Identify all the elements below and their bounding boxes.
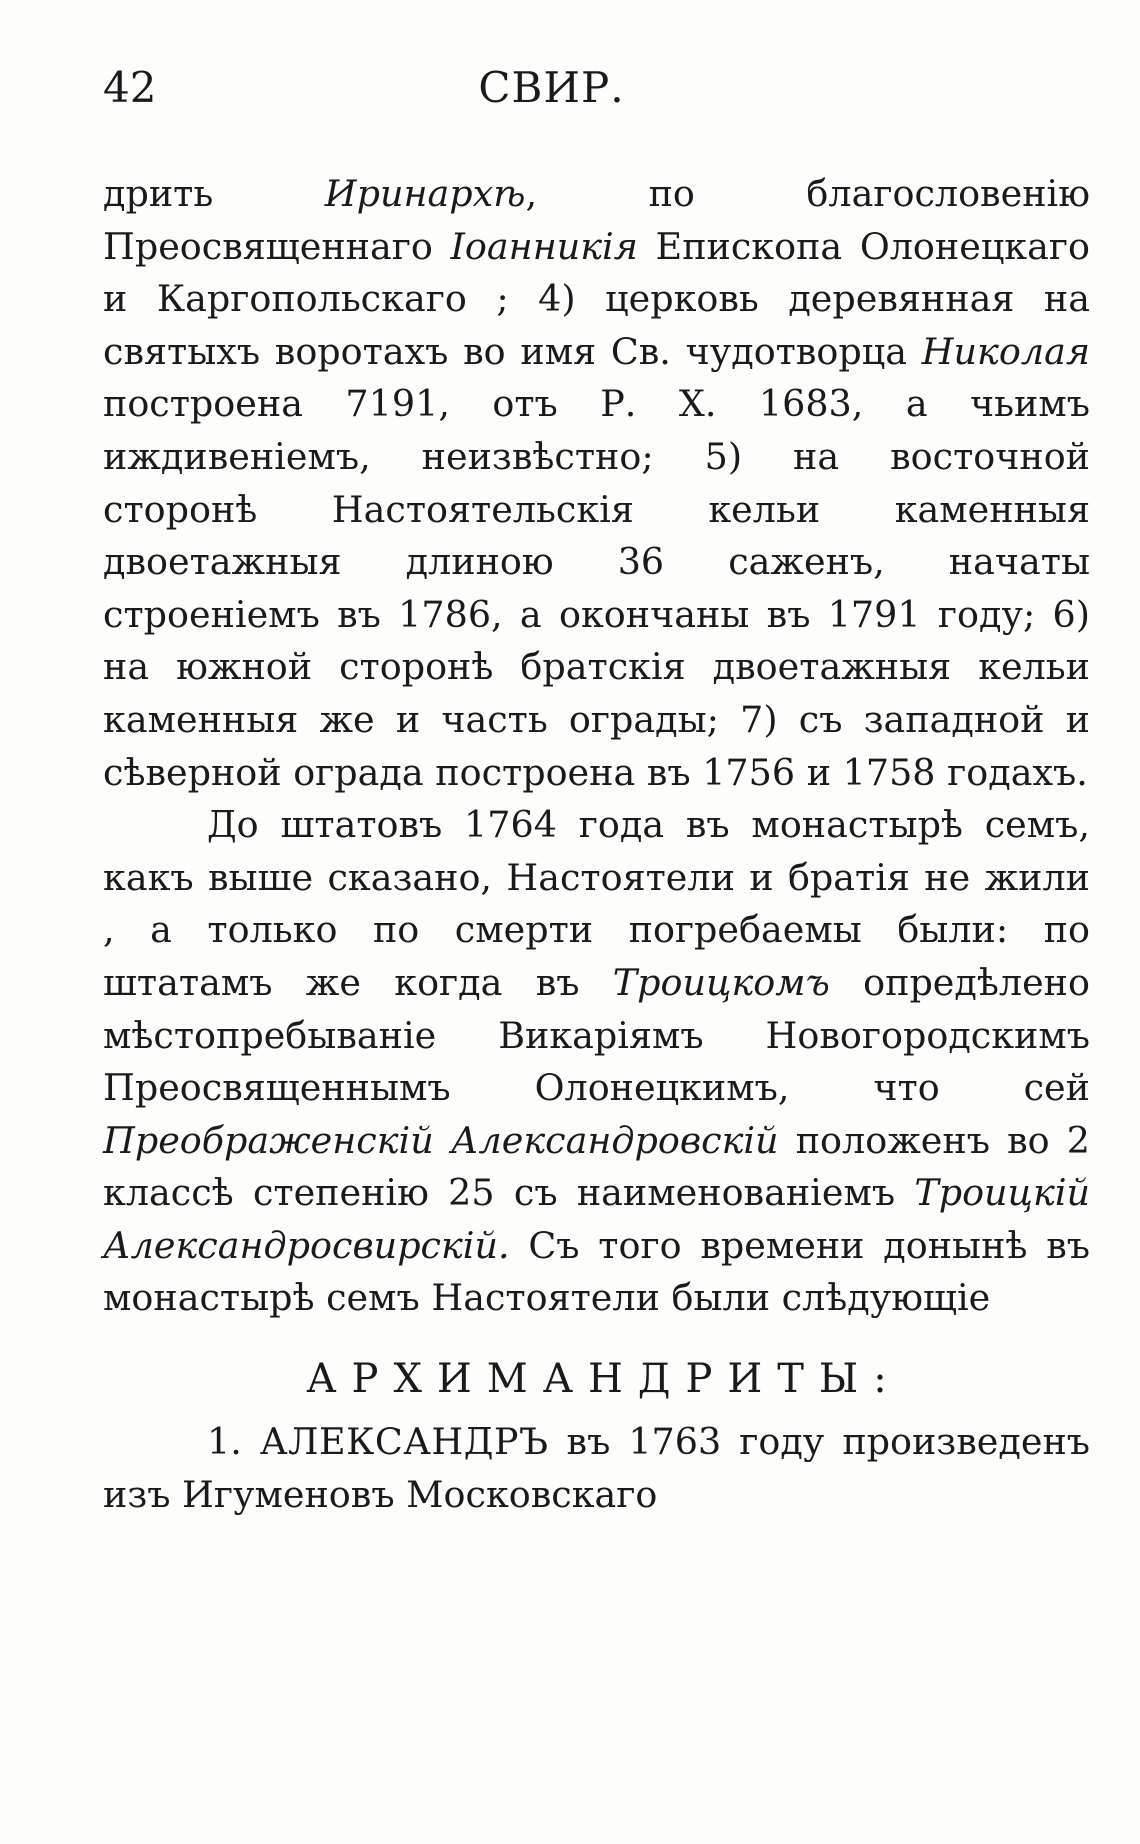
entry-number: 1. xyxy=(207,1420,242,1464)
text-run: Епископа Олонецкаго и Каргопольскаго ; 4) церковь деревянная на святыхъ воротахъ во имя Св. чудотворца xyxy=(103,224,1090,373)
italic-name: Іоанникія xyxy=(450,224,638,268)
text-run: дрить xyxy=(103,172,325,215)
section-heading: АРХИМАНДРИТЫ: xyxy=(306,1356,902,1403)
entry-name: АЛЕКСАНДРЪ xyxy=(259,1420,549,1464)
text-run: положенъ во 2 классѣ степенію 25 съ наименованіемъ xyxy=(103,1118,1090,1215)
text-run: До штатовъ 1764 года въ монастырѣ семъ, какъ выше сказано, Настоятели и братія не жили , а только по смерти погребаемы были: по штатамъ же когда въ xyxy=(103,803,1090,1004)
running-head xyxy=(103,58,1090,118)
text-run: опредѣлено мѣстопребываніе Викаріямъ Новогородскимъ Преосвященнымъ Олонецкимъ, что сей xyxy=(103,960,1090,1110)
page-number: 42 xyxy=(103,63,157,112)
italic-name: Троицкомъ xyxy=(612,960,830,1004)
text-run: , по благословенію Преосвященнаго xyxy=(103,172,1090,268)
text-run: построена 7191, отъ Р. X. 1683, а чьимъ иждивеніемъ, неизвѣстно; 5) на восточной сторонѣ Настоятельскія кельи каменныя двоетажныя длиною 36 саженъ, начаты строеніемъ въ 1786, а окончаны въ 1791 году; 6) на южной сторонѣ братскія двоетажныя кельи каменныя же и часть ограды; 7) съ западной и сѣверной ограда построена въ 1756 и 1758 годахъ. xyxy=(103,382,1090,794)
text-column xyxy=(103,168,1090,1521)
italic-name: Николая xyxy=(921,329,1090,373)
italic-name: Иринархѣ xyxy=(324,172,526,215)
paragraph-history xyxy=(103,799,1090,1325)
running-title: СВИР. xyxy=(478,63,625,112)
entry-text: въ 1763 году произведенъ изъ Игуменовъ Московскаго xyxy=(103,1420,1090,1516)
text-run: Съ того времени донынѣ въ монастырѣ семъ Настоятели были слѣдующіе xyxy=(103,1223,1090,1320)
paragraph-continuation xyxy=(103,168,1090,799)
italic-name: Преображенскій Александровскій xyxy=(103,1118,779,1162)
italic-name: Троицкій Александросвирскій. xyxy=(103,1171,1090,1267)
entry-paragraph xyxy=(103,1416,1090,1521)
